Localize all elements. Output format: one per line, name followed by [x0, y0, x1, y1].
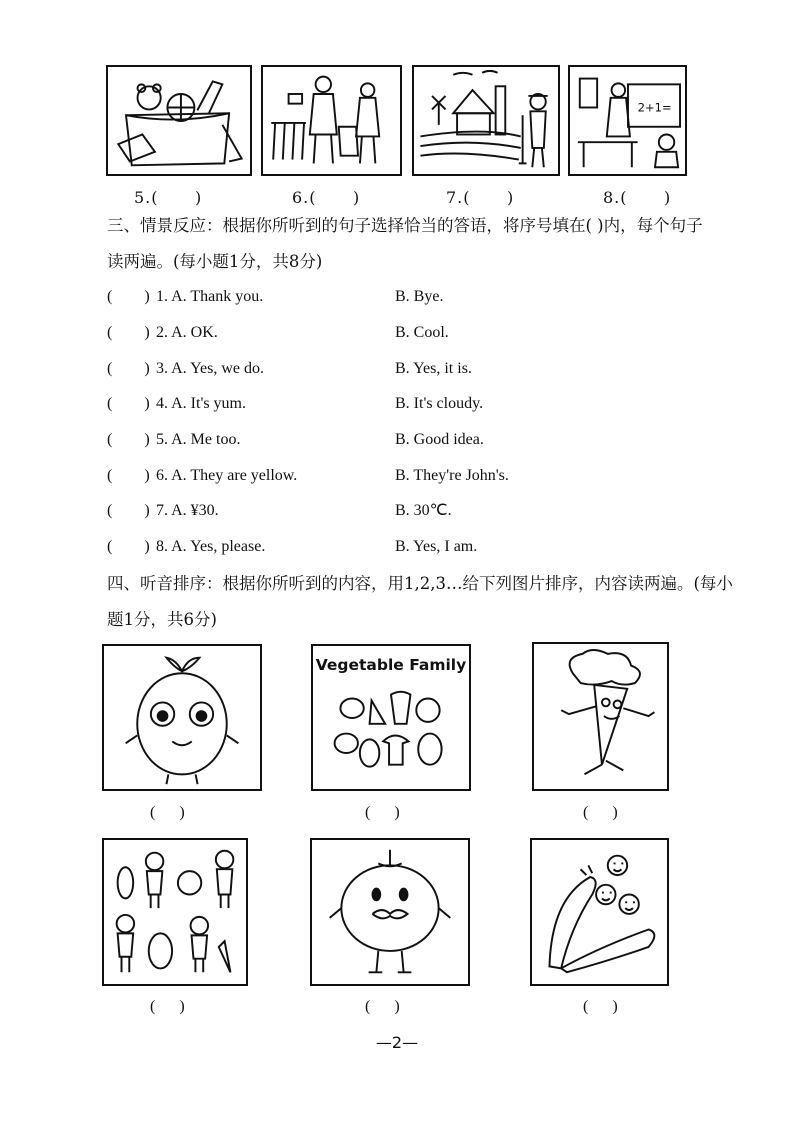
option-a: 2. A. OK. [156, 324, 218, 341]
farm-icon [414, 67, 558, 174]
pea-pod-picture [530, 838, 669, 986]
option-a: 4. A. It's yum. [156, 395, 246, 412]
pea-pod-icon [532, 840, 667, 984]
section4-instruction-line2: 题1分，共6分) [107, 610, 217, 629]
option-b: B. They're John's. [395, 467, 509, 484]
answer-blank[interactable]: ( ) [107, 431, 150, 448]
picture-7-answer[interactable]: 7.( ) [446, 188, 515, 207]
answer-blank[interactable]: ( ) [107, 538, 150, 555]
section4-instruction-line1: 四、听音排序：根据你所听到的内容，用1,2,3…给下列图片排序，内容读两遍。(每小 [107, 574, 733, 593]
tomato-icon [312, 840, 468, 984]
option-b: B. Good idea. [395, 431, 484, 448]
answer-blank[interactable]: ( ) [107, 395, 150, 412]
answer-blank[interactable]: ( ) [107, 288, 150, 305]
answer-blank[interactable]: ( ) [107, 502, 150, 519]
option-a: 7. A. ¥30. [156, 502, 219, 519]
picture-8-answer[interactable]: 8.( ) [603, 188, 672, 207]
section4-picture3-answer[interactable]: ( ) [583, 804, 618, 821]
section4-picture4-answer[interactable]: ( ) [150, 998, 185, 1015]
section4-picture5-answer[interactable]: ( ) [365, 998, 400, 1015]
option-b: B. Yes, I am. [395, 538, 478, 555]
children-vegetables-icon [104, 840, 246, 984]
section3-instruction-line2: 读两遍。(每小题1分，共8分) [107, 252, 323, 271]
children-vegetables-picture [102, 838, 248, 986]
option-b: B. Cool. [395, 324, 449, 341]
option-b: B. Bye. [395, 288, 444, 305]
farm-picture [412, 65, 560, 176]
section4-picture2-answer[interactable]: ( ) [365, 804, 400, 821]
section4-picture1-answer[interactable]: ( ) [150, 804, 185, 821]
potato-icon [104, 646, 260, 789]
classroom-icon [570, 67, 685, 174]
option-a: 3. A. Yes, we do. [156, 360, 265, 377]
option-b: B. It's cloudy. [395, 395, 484, 412]
carrot-icon [534, 644, 667, 789]
classroom-picture [568, 65, 687, 176]
answer-blank[interactable]: ( ) [107, 324, 150, 341]
option-a: 5. A. Me too. [156, 431, 241, 448]
option-a: 1. A. Thank you. [156, 288, 264, 305]
answer-blank[interactable]: ( ) [107, 467, 150, 484]
tomato-picture [310, 838, 470, 986]
picture-5-answer[interactable]: 5.( ) [134, 188, 203, 207]
toy-basket-icon [108, 67, 250, 174]
answer-blank[interactable]: ( ) [107, 360, 150, 377]
vegetable-family-picture [311, 644, 471, 791]
page-number: —2— [375, 1033, 419, 1052]
option-a: 8. A. Yes, please. [156, 538, 266, 555]
section3-instruction-line1: 三、情景反应：根据你所听到的句子选择恰当的答语，将序号填在( )内，每个句子 [107, 216, 703, 235]
clothes-shop-picture [261, 65, 402, 176]
option-b: B. Yes, it is. [395, 360, 472, 377]
section4-picture6-answer[interactable]: ( ) [583, 998, 618, 1015]
option-a: 6. A. They are yellow. [156, 467, 298, 484]
option-b: B. 30℃. [395, 502, 452, 519]
clothes-shop-icon [263, 67, 400, 174]
svg-text:2+1=: 2+1= [637, 100, 672, 115]
picture-6-answer[interactable]: 6.( ) [292, 188, 361, 207]
toy-basket-picture [106, 65, 252, 176]
vegetable-family-title: Vegetable Family [315, 656, 467, 674]
potato-picture [102, 644, 262, 791]
carrot-picture [532, 642, 669, 791]
